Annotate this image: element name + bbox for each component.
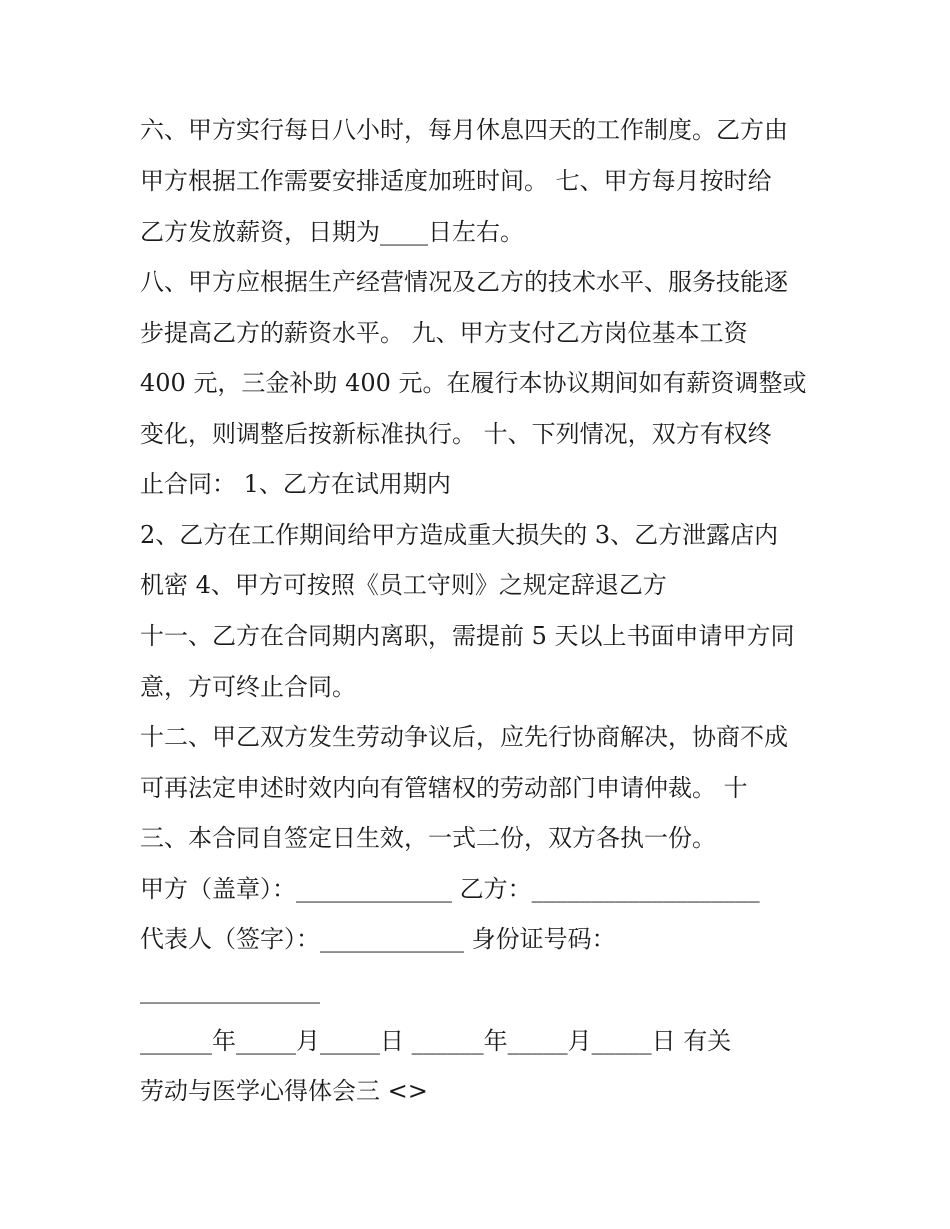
text-line-5: 步提高乙方的薪资水平。 九、甲方支付乙方岗位基本工资 [140, 319, 748, 347]
text-line-footer: 劳动与医学心得体会三 <> [140, 1077, 428, 1105]
text-line-14: 可再法定申述时效内向有管辖权的劳动部门申请仲裁。 十 [140, 774, 748, 802]
text-line-8: 止合同： 1、乙方在试用期内 [140, 470, 451, 498]
signature-line-id-blank: _______________ [140, 976, 320, 1004]
text-line-7: 变化，则调整后按新标准执行。 十、下列情况，双方有权终 [140, 420, 772, 448]
text-line-11: 十一、乙方在合同期内离职，需提前 5 天以上书面申请甲方同 [140, 622, 795, 650]
text-line-1: 六、甲方实行每日八小时，每月休息四天的工作制度。乙方由 [140, 116, 788, 144]
text-line-3: 乙方发放薪资，日期为____日左右。 [140, 218, 524, 246]
signature-line-representative: 代表人（签字）：____________ 身份证号码： [140, 925, 616, 953]
text-line-12: 意，方可终止合同。 [140, 673, 356, 701]
text-line-15: 三、本合同自签定日生效，一式二份，双方各执一份。 [140, 824, 716, 852]
text-line-4: 八、甲方应根据生产经营情况及乙方的技术水平、服务技能逐 [140, 268, 788, 296]
text-line-2: 甲方根据工作需要安排适度加班时间。 七、甲方每月按时给 [140, 167, 772, 195]
text-line-9: 2、乙方在工作期间给甲方造成重大损失的 3、乙方泄露店内 [140, 521, 779, 549]
signature-line-dates: ______年_____月_____日 ______年_____月_____日 有关 [140, 1027, 732, 1055]
text-line-6: 400 元，三金补助 400 元。在履行本协议期间如有薪资调整或 [140, 369, 807, 397]
text-line-10: 机密 4、甲方可按照《员工守则》之规定辞退乙方 [140, 571, 667, 599]
signature-line-parties: 甲方（盖章）：_____________ 乙方：___________________ [140, 875, 760, 903]
text-line-13: 十二、甲乙双方发生劳动争议后，应先行协商解决，协商不成 [140, 723, 788, 751]
